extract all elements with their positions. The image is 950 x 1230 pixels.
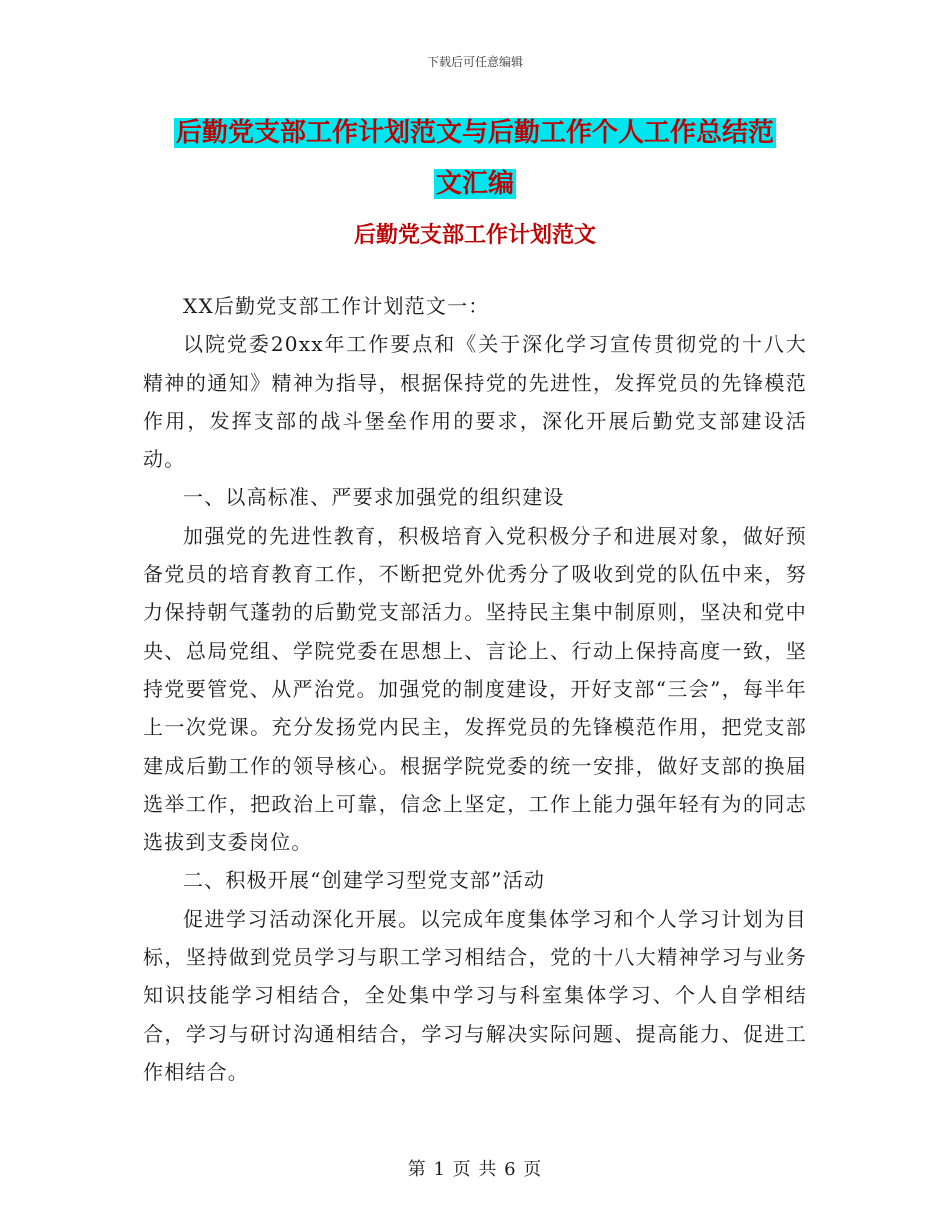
document-title-line-1: 后勤党支部工作计划范文与后勤工作个人工作总结范 xyxy=(175,118,774,148)
paragraph: 促进学习活动深化开展。以完成年度集体学习和个人学习计划为目标，坚持做到党员学习与职工学习相结合，党的十八大精神学习与业务知识技能学习相结合，全处集中学习与科室集体学习、个人自学相结合，学习与研讨沟通相结合，学习与解决实际问题、提高能力、促进工作相结合。 xyxy=(143,906,807,1084)
document-body xyxy=(143,287,807,1091)
paragraph: 以院党委20xx年工作要点和《关于深化学习宣传贯彻党的十八大精神的通知》精神为指导，根据保持党的先进性，发挥党员的先锋模范作用，发挥支部的战斗堡垒作用的要求，深化开展后勤党支部建设活动。 xyxy=(143,332,807,472)
paragraph: 加强党的先进性教育，积极培育入党积极分子和进展对象，做好预备党员的培育教育工作，不断把党外优秀分了吸收到党的队伍中来，努力保持朝气蓬勃的后勤党支部活力。坚持民主集中制原则，坚决和党中央、总局党组、学院党委在思想上、言论上、行动上保持高度一致，坚持党要管党、从严治党。加强党的制度建设，开好支部“三会”，每半年上一次党课。充分发扬党内民主，发挥党员的先锋模范作用，把党支部建成后勤工作的领导核心。根据学院党委的统一安排，做好支部的换届选举工作，把政治上可靠，信念上坚定，工作上能力强年轻有为的同志选拔到支委岗位。 xyxy=(143,523,807,855)
page-number: 第 1 页 共 6 页 xyxy=(407,1159,543,1180)
paragraph-heading: 一、以高标准、严要求加强党的组织建设 xyxy=(183,485,565,510)
paragraph-intro: XX后勤党支部工作计划范文一： xyxy=(183,294,490,318)
document-title-line-2: 文汇编 xyxy=(435,169,514,199)
page-header-note: 下载后可任意编辑 xyxy=(426,55,523,69)
document-title xyxy=(140,108,810,210)
paragraph-heading: 二、积极开展“创建学习型党支部”活动 xyxy=(183,868,546,893)
section-title: 后勤党支部工作计划范文 xyxy=(353,222,596,248)
